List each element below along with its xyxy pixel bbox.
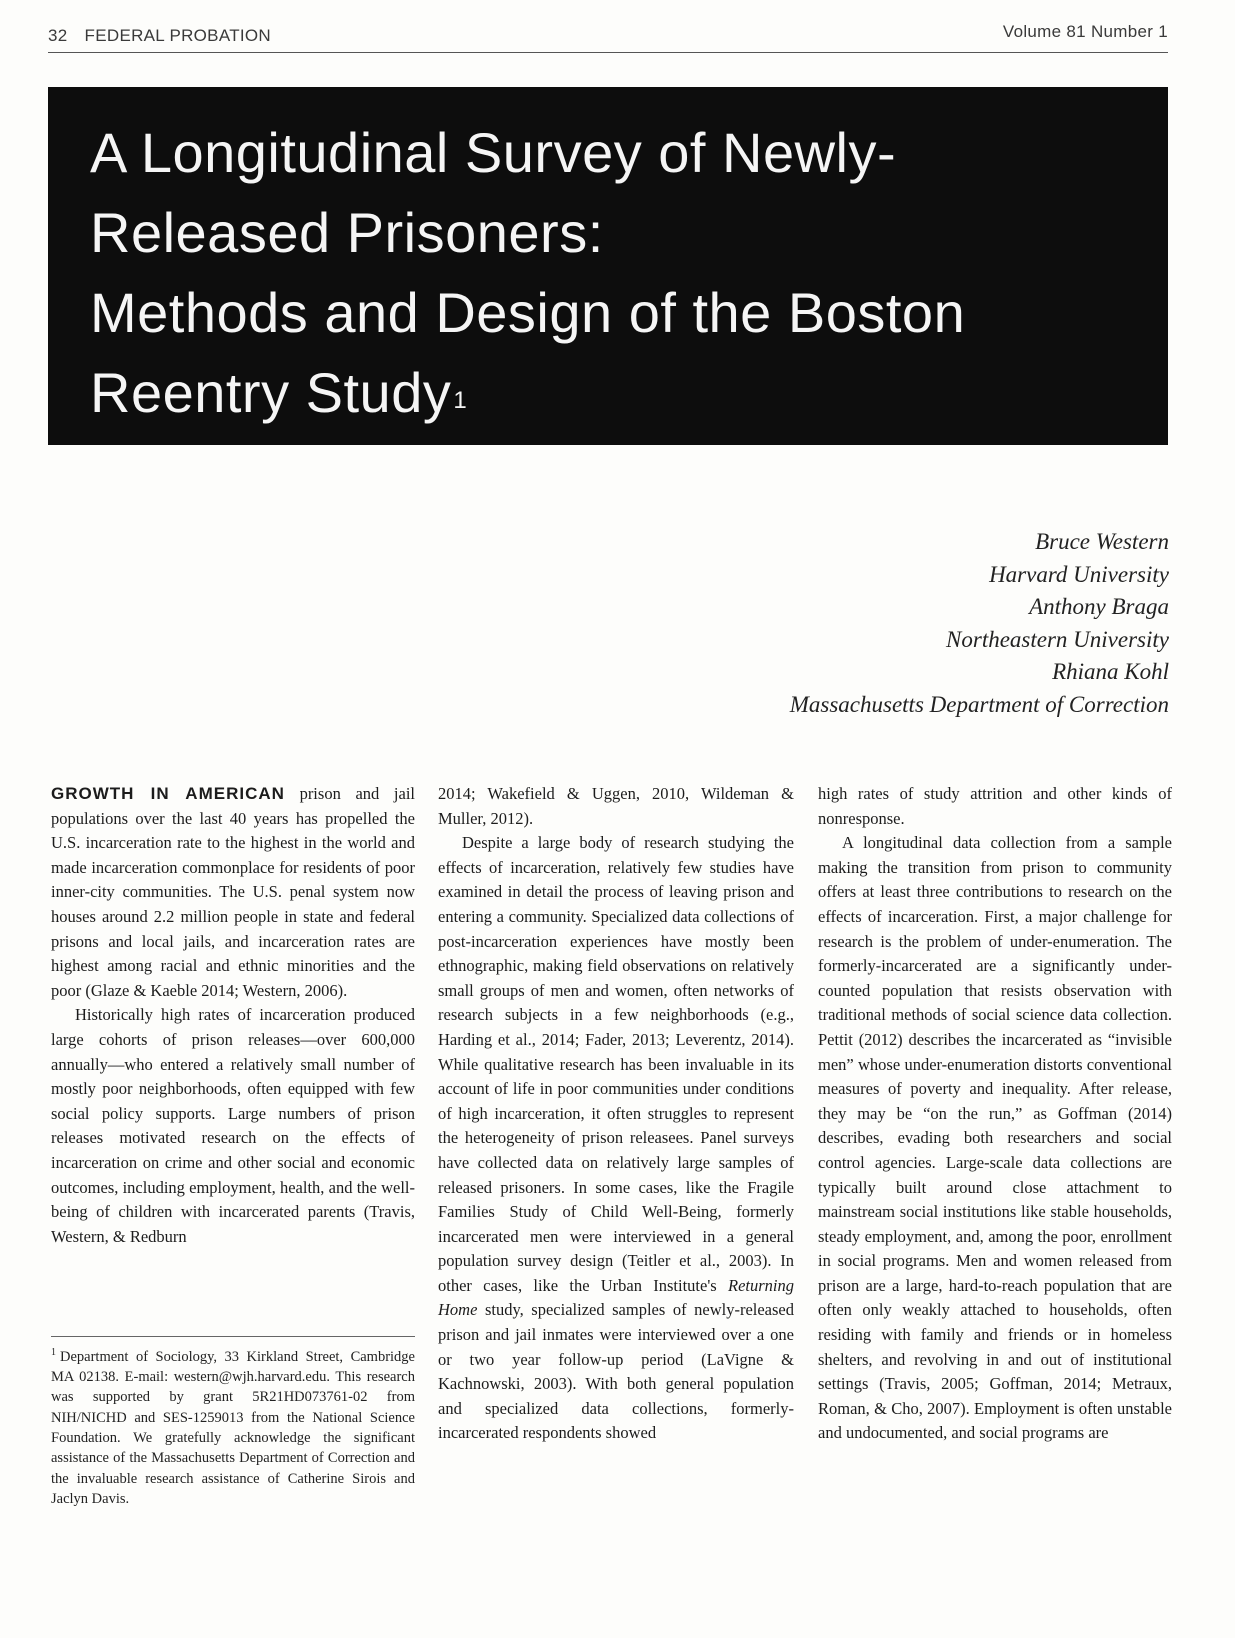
journal-name: FEDERAL PROBATION <box>84 26 272 45</box>
title-line-1: A Longitudinal Survey of Newly- <box>90 121 897 184</box>
paragraph <box>438 831 794 1446</box>
title-line-3: Methods and Design of the Boston <box>90 281 966 344</box>
paragraph <box>51 782 415 1003</box>
paragraph-text: Despite a large body of research studying the effects of incarceration, relatively few studies have examined in detail the process of leaving prison and entering a community. Specialized data collections of post-incarceration experiences have mostly been ethnographic, making field observations on relatively small groups of men and women, often networks of research subjects in a few neighborhoods (e.g., Harding et al., 2014; Fader, 2013; Leverentz, 2014). While qualitative research has been invaluable in its account of life in poor communities under conditions of high incarceration, it often struggles to represent the heterogeneity of prison releasees. Panel surveys have collected data on relatively large samples of released prisoners. In some cases, like the Fragile Families Study of Child Well-Being, formerly incarcerated men were interviewed in a general population survey design (Teitler et al., 2003). In other cases, like the Urban Institute's <box>438 833 794 1295</box>
title-banner <box>48 87 1168 445</box>
lead-in: GROWTH IN AMERICAN <box>51 784 285 803</box>
author-name: Bruce Western <box>1035 529 1169 554</box>
paragraph: Historically high rates of incarceration produced large cohorts of prison releases—over 600,000 annually—who entered a relatively small number of mostly poor neighborhoods, often equipped with few social policy supports. Large numbers of prison releases motivated research on the effects of incarceration on crime and other social and economic outcomes, including employment, health, and the well-being of children with incarcerated parents (Travis, Western, & Redburn <box>51 1005 415 1246</box>
running-header <box>48 22 1168 48</box>
paragraph: A longitudinal data collection from a sample making the transition from prison to community offers at least three contributions to research on the effects of incarceration. First, a major challenge for research is the problem of under-enumeration. The formerly-incarcerated are a significantly under-counted population that resists observation with traditional methods of social science data collection. Pettit (2012) describes the incarcerated as “invisible men” whose under-enumeration distorts conventional measures of poverty and inequality. After release, they may be “on the run,” as Goffman (2014) describes, evading both researchers and social control agencies. Large-scale data collections are typically built around close attachment to mainstream social institutions like stable households, steady employment, and, among the poor, enrollment in social programs. Men and women released from prison are a large, hard-to-reach population that are often only weakly attached to households, often residing with family and friends or in homeless shelters, and revolving in and out of institutional settings (Travis, 2005; Goffman, 2014; Metraux, Roman, & Cho, 2007). Employment is often unstable and undocumented, and social programs are <box>818 833 1172 1443</box>
body-column-2 <box>438 782 794 1446</box>
paragraph: 2014; Wakefield & Uggen, 2010, Wildeman & Muller, 2012). <box>438 784 794 828</box>
footnote-divider <box>51 1336 415 1337</box>
author-affiliation: Harvard University <box>989 561 1169 587</box>
author-name: Anthony Braga <box>1029 594 1169 619</box>
author-name: Rhiana Kohl <box>1052 659 1169 684</box>
title-line-4 <box>90 353 1130 433</box>
body-column-1 <box>51 782 415 1249</box>
title-line-4-text: Reentry Study <box>90 361 452 424</box>
volume-issue: Volume 81 Number 1 <box>1002 22 1168 41</box>
footnote-text: Department of Sociology, 33 Kirkland Street, Cambridge MA 02138. E-mail: western@wjh.harvard.edu. This research was supported by grant 5R21HD073761-02 from NIH/NICHD and SES-1259013 from the National Science Foundation. We gratefully acknowledge the significant assistance of the Massachusetts Department of Correction and the invaluable research assistance of Catherine Sirois and Jaclyn Davis. <box>51 1348 415 1507</box>
header-divider <box>48 52 1168 53</box>
italic-title: Returning Home <box>438 1275 794 1320</box>
author-block <box>790 526 1169 721</box>
paragraph: high rates of study attrition and other kinds of nonresponse. <box>818 784 1172 828</box>
page-number: 32 <box>48 26 68 45</box>
article-title <box>90 113 1130 433</box>
author-affiliation: Massachusetts Department of Correction <box>789 691 1169 717</box>
footnote <box>51 1343 415 1509</box>
footnote-mark: 1 <box>51 1347 56 1358</box>
body-column-3 <box>818 782 1172 1446</box>
header-left <box>48 26 271 46</box>
paragraph-text: study, specialized samples of newly-released prison and jail inmates were interviewed over a one or two year follow-up period (LaVigne & Kachnowski, 2003). With both general population and specialized data collections, formerly-incarcerated respondents showed <box>438 1300 794 1443</box>
title-footnote-mark: 1 <box>453 387 468 414</box>
title-line-2: Released Prisoners: <box>90 201 604 264</box>
paragraph-text: prison and jail populations over the last 40 years has propelled the U.S. incarceration rate to the highest in the world and made incarceration commonplace for residents of poor inner-city communities. The U.S. penal system now houses around 2.2 million people in state and federal prisons and local jails, and incarceration rates are highest among racial and ethnic minorities and the poor (Glaze & Kaeble 2014; Western, 2006). <box>51 784 416 1000</box>
author-affiliation: Northeastern University <box>946 626 1169 652</box>
